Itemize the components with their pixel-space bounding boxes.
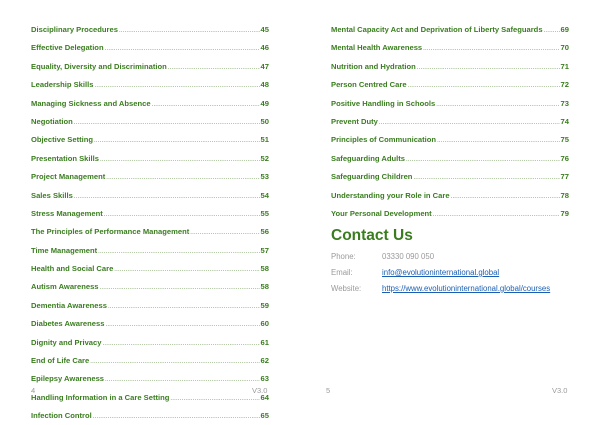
toc-entry-title: Stress Management <box>31 208 103 218</box>
toc-entry[interactable] <box>331 172 569 190</box>
toc-entry[interactable] <box>31 374 269 392</box>
toc-entry-page: 47 <box>260 61 269 71</box>
toc-leader <box>406 157 560 163</box>
toc-entry[interactable] <box>331 191 569 209</box>
toc-entry-title: Effective Delegation <box>31 43 104 53</box>
toc-entry-page: 75 <box>560 135 569 145</box>
toc-entry[interactable] <box>31 99 269 117</box>
toc-entry-title: Objective Setting <box>31 135 94 145</box>
toc-leader <box>100 157 260 163</box>
toc-entry-title: Equality, Diversity and Discrimination <box>31 61 167 71</box>
toc-entry-page: 50 <box>260 116 269 126</box>
email-link[interactable]: info@evolutioninternational.global <box>382 267 500 277</box>
toc-entry-title: Presentation Skills <box>31 153 99 163</box>
toc-entry-title: Safeguarding Children <box>331 172 413 182</box>
toc-entry-title: Principles of Communication <box>331 135 437 145</box>
toc-entry[interactable] <box>331 62 569 80</box>
toc-entry-page: 65 <box>260 411 269 421</box>
toc-entry-page: 48 <box>260 80 269 90</box>
toc-leader <box>170 396 259 402</box>
version-label: V3.0 <box>552 386 568 395</box>
toc-entry-page: 71 <box>560 61 569 71</box>
toc-entry-page: 76 <box>560 153 569 163</box>
toc-entry-page: 73 <box>560 98 569 108</box>
toc-entry[interactable] <box>331 80 569 98</box>
toc-entry[interactable] <box>31 209 269 227</box>
toc-entry-page: 53 <box>260 172 269 182</box>
toc-entry[interactable] <box>31 43 269 61</box>
toc-entry[interactable] <box>31 319 269 337</box>
email-label: Email: <box>331 267 353 277</box>
toc-entry[interactable] <box>31 191 269 209</box>
toc-entry-title: Person Centred Care <box>331 80 407 90</box>
toc-entry[interactable] <box>331 99 569 117</box>
toc-entry-title: Dignity and Privacy <box>31 337 102 347</box>
website-label: Website: <box>331 283 362 293</box>
toc-entry[interactable] <box>31 80 269 98</box>
toc-entry[interactable] <box>31 227 269 245</box>
toc-entry-page: 63 <box>260 374 269 384</box>
toc-entry[interactable] <box>31 246 269 264</box>
page-number: 4 <box>31 386 36 395</box>
toc-leader <box>437 138 559 144</box>
toc-leader <box>451 194 560 200</box>
toc-entry-title: End of Life Care <box>31 356 90 366</box>
toc-entry-title: Nutrition and Hydration <box>331 61 416 71</box>
toc-leader <box>417 65 560 71</box>
toc-entry-title: Dementia Awareness <box>31 300 107 310</box>
toc-entry[interactable] <box>31 154 269 172</box>
toc-entry[interactable] <box>331 135 569 153</box>
toc-entry-page: 64 <box>260 392 269 402</box>
toc-entry-title: Your Personal Development <box>331 208 432 218</box>
toc-entry-title: The Principles of Performance Management <box>31 227 190 237</box>
toc-entry[interactable] <box>331 43 569 61</box>
toc-entry[interactable] <box>331 209 569 227</box>
toc-entry-title: Epilepsy Awareness <box>31 374 105 384</box>
toc-leader <box>408 83 560 89</box>
toc-entry-title: Mental Health Awareness <box>331 43 423 53</box>
contact-heading: Contact Us <box>331 227 413 244</box>
toc-entry-page: 72 <box>560 80 569 90</box>
contact-website-row <box>331 280 591 296</box>
toc-entry[interactable] <box>331 117 569 135</box>
toc-entry-title: Handling Information in a Care Setting <box>31 392 170 402</box>
toc-entry-page: 77 <box>560 172 569 182</box>
toc-leader <box>94 83 259 89</box>
toc-entry-title: Positive Handling in Schools <box>331 98 436 108</box>
toc-leader <box>98 249 259 255</box>
toc-entry-title: Safeguarding Adults <box>331 153 405 163</box>
toc-entry[interactable] <box>31 62 269 80</box>
toc-entry-title: Negotiation <box>31 116 73 126</box>
toc-entry[interactable] <box>31 282 269 300</box>
toc-leader <box>74 194 260 200</box>
toc-entry-title: Understanding your Role in Care <box>331 190 450 200</box>
toc-entry[interactable] <box>31 25 269 43</box>
toc-leader <box>413 175 559 181</box>
toc-entry-page: 74 <box>560 116 569 126</box>
toc-entry-page: 79 <box>560 208 569 218</box>
toc-entry-page: 61 <box>260 337 269 347</box>
toc-entry-page: 60 <box>260 319 269 329</box>
toc-leader <box>105 46 260 52</box>
right-page <box>300 0 600 425</box>
toc-leader <box>152 102 260 108</box>
toc-entry-page: 70 <box>560 43 569 53</box>
toc-entry-title: Autism Awareness <box>31 282 99 292</box>
toc-entry-page: 51 <box>260 135 269 145</box>
toc-list-left <box>31 25 269 425</box>
contact-email-row <box>331 264 591 280</box>
toc-entry-page: 58 <box>260 282 269 292</box>
toc-entry-page: 49 <box>260 98 269 108</box>
toc-list-right <box>331 25 569 227</box>
toc-entry-page: 59 <box>260 300 269 310</box>
toc-leader <box>423 46 559 52</box>
toc-leader <box>74 120 260 126</box>
toc-entry-title: Prevent Duty <box>331 116 378 126</box>
toc-leader <box>114 267 259 273</box>
toc-entry-title: Mental Capacity Act and Deprivation of Liberty Safeguards <box>331 25 543 34</box>
toc-leader <box>102 341 259 347</box>
toc-entry-page: 69 <box>560 25 569 34</box>
toc-leader <box>433 212 560 218</box>
toc-entry-title: Project Management <box>31 172 106 182</box>
toc-entry[interactable] <box>31 338 269 356</box>
website-link[interactable]: https://www.evolutioninternational.global/courses <box>382 283 551 293</box>
toc-leader <box>104 212 260 218</box>
toc-entry-title: Diabetes Awareness <box>31 319 105 329</box>
toc-leader <box>544 28 560 34</box>
toc-leader <box>119 28 260 34</box>
toc-leader <box>379 120 560 126</box>
toc-leader <box>94 138 260 144</box>
contact-section <box>331 226 591 297</box>
toc-leader <box>190 230 259 236</box>
toc-entry-title: Sales Skills <box>31 190 73 200</box>
toc-entry-page: 57 <box>260 245 269 255</box>
toc-entry[interactable] <box>31 135 269 153</box>
version-label: V3.0 <box>252 386 268 395</box>
toc-leader <box>108 304 260 310</box>
toc-entry[interactable] <box>31 301 269 319</box>
toc-leader <box>93 414 260 420</box>
toc-entry-page: 58 <box>260 264 269 274</box>
toc-leader <box>100 285 260 291</box>
toc-entry-page: 45 <box>260 25 269 34</box>
toc-entry[interactable] <box>31 393 269 411</box>
toc-entry[interactable] <box>31 356 269 374</box>
toc-entry-page: 78 <box>560 190 569 200</box>
toc-entry-title: Leadership Skills <box>31 80 94 90</box>
toc-leader <box>105 322 259 328</box>
toc-entry[interactable] <box>31 264 269 282</box>
toc-leader <box>90 359 259 365</box>
toc-leader <box>168 65 260 71</box>
toc-leader <box>105 377 260 383</box>
page-number: 5 <box>326 386 331 395</box>
toc-entry-page: 52 <box>260 153 269 163</box>
toc-entry-page: 56 <box>260 227 269 237</box>
toc-entry[interactable] <box>31 117 269 135</box>
toc-entry[interactable] <box>331 154 569 172</box>
toc-entry-page: 62 <box>260 356 269 366</box>
toc-entry-page: 55 <box>260 208 269 218</box>
toc-entry-page: 54 <box>260 190 269 200</box>
toc-entry-title: Managing Sickness and Absence <box>31 98 151 108</box>
toc-entry-title: Health and Social Care <box>31 264 114 274</box>
phone-value: 03330 090 050 <box>382 251 435 261</box>
toc-leader <box>106 175 259 181</box>
toc-entry[interactable] <box>31 411 269 425</box>
toc-entry-page: 46 <box>260 43 269 53</box>
toc-entry-title: Time Management <box>31 245 98 255</box>
toc-entry[interactable] <box>31 172 269 190</box>
toc-entry[interactable] <box>331 25 569 43</box>
toc-entry-title: Disciplinary Procedures <box>31 25 118 34</box>
toc-leader <box>436 102 559 108</box>
toc-entry-title: Infection Control <box>31 411 92 421</box>
contact-phone-row <box>331 248 591 264</box>
phone-label: Phone: <box>331 251 356 261</box>
